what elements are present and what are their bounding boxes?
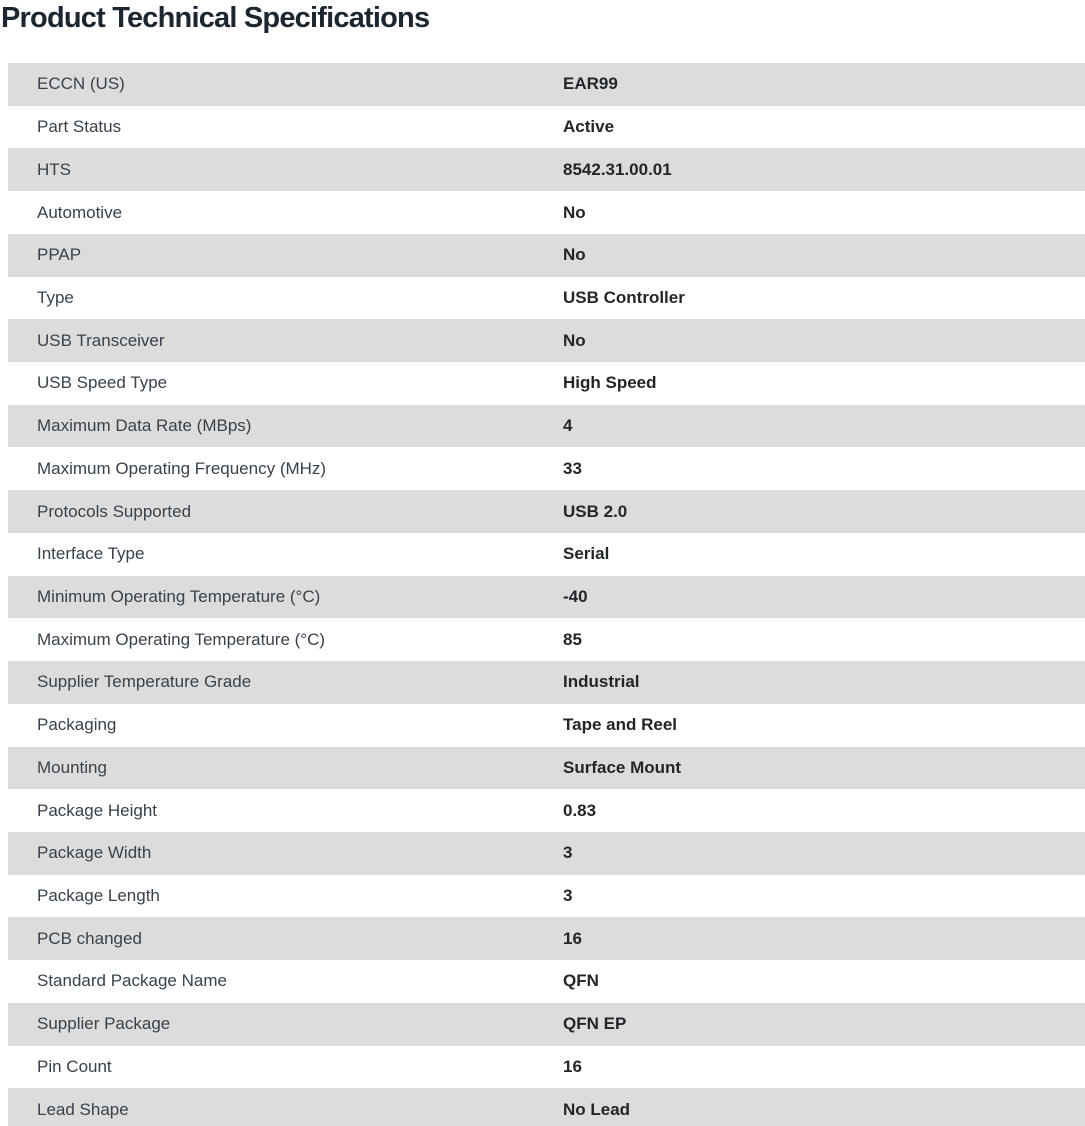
spec-label: Maximum Operating Temperature (°C) xyxy=(37,629,326,649)
spec-value: Tape and Reel xyxy=(563,715,677,735)
spec-label: Supplier Temperature Grade xyxy=(37,672,252,692)
table-row xyxy=(8,106,1085,149)
table-row xyxy=(8,789,1085,832)
spec-label: Part Status xyxy=(37,117,122,137)
spec-label: Pin Count xyxy=(37,1056,112,1076)
table-row xyxy=(8,277,1085,320)
spec-value: 85 xyxy=(563,629,582,649)
spec-value: 4 xyxy=(563,416,573,436)
table-row xyxy=(8,1046,1085,1089)
spec-value: Surface Mount xyxy=(563,757,682,777)
spec-value: 8542.31.00.01 xyxy=(563,159,672,179)
spec-value: No xyxy=(563,245,586,265)
table-row xyxy=(8,447,1085,490)
spec-label: PCB changed xyxy=(37,928,142,948)
table-row xyxy=(8,618,1085,661)
table-row xyxy=(8,319,1085,362)
table-row xyxy=(8,875,1085,918)
spec-value: EAR99 xyxy=(563,74,618,94)
spec-value: No Lead xyxy=(563,1099,631,1119)
spec-label: Type xyxy=(37,287,74,307)
table-row xyxy=(8,747,1085,790)
table-row xyxy=(8,576,1085,619)
spec-label: Package Width xyxy=(37,843,152,863)
spec-label: Mounting xyxy=(37,757,107,777)
spec-value: No xyxy=(563,202,586,222)
spec-value: 3 xyxy=(563,843,573,863)
table-row xyxy=(8,148,1085,191)
table-row xyxy=(8,533,1085,576)
spec-value: 33 xyxy=(563,458,582,478)
spec-value: No xyxy=(563,330,586,350)
spec-value: High Speed xyxy=(563,373,657,393)
table-row xyxy=(8,191,1085,234)
table-row xyxy=(8,832,1085,875)
table-row xyxy=(8,234,1085,277)
table-row xyxy=(8,1088,1085,1126)
table-row xyxy=(8,362,1085,405)
spec-value: -40 xyxy=(563,586,588,606)
spec-value: 16 xyxy=(563,928,582,948)
page-title: Product Technical Specifications xyxy=(1,2,430,34)
spec-value: Active xyxy=(563,117,615,137)
table-row xyxy=(8,490,1085,533)
spec-label: Standard Package Name xyxy=(37,971,227,991)
spec-value: 0.83 xyxy=(563,800,597,820)
table-row xyxy=(8,917,1085,960)
table-row xyxy=(8,661,1085,704)
spec-label: Lead Shape xyxy=(37,1099,129,1119)
spec-label: USB Speed Type xyxy=(37,373,168,393)
spec-label: USB Transceiver xyxy=(37,330,165,350)
spec-label: Supplier Package xyxy=(37,1014,171,1034)
spec-value: QFN xyxy=(563,971,599,991)
table-row xyxy=(8,63,1085,106)
spec-value: Industrial xyxy=(563,672,640,692)
spec-label: Minimum Operating Temperature (°C) xyxy=(37,586,321,606)
spec-value: USB Controller xyxy=(563,287,685,307)
spec-table xyxy=(8,63,1085,1126)
table-row xyxy=(8,704,1085,747)
spec-label: HTS xyxy=(37,159,71,179)
spec-value: 3 xyxy=(563,886,573,906)
spec-label: Automotive xyxy=(37,202,123,222)
spec-label: PPAP xyxy=(37,245,82,265)
spec-label: ECCN (US) xyxy=(37,74,125,94)
spec-label: Package Length xyxy=(37,886,160,906)
table-row xyxy=(8,405,1085,448)
spec-value: 16 xyxy=(563,1056,582,1076)
spec-value: Serial xyxy=(563,544,610,564)
table-row xyxy=(8,960,1085,1003)
spec-value: USB 2.0 xyxy=(563,501,628,521)
spec-label: Maximum Data Rate (MBps) xyxy=(37,416,252,436)
spec-value: QFN EP xyxy=(563,1014,627,1034)
spec-label: Protocols Supported xyxy=(37,501,192,521)
table-row xyxy=(8,1003,1085,1046)
spec-label: Maximum Operating Frequency (MHz) xyxy=(37,458,327,478)
spec-label: Interface Type xyxy=(37,544,145,564)
spec-label: Package Height xyxy=(37,800,158,820)
spec-label: Packaging xyxy=(37,715,117,735)
